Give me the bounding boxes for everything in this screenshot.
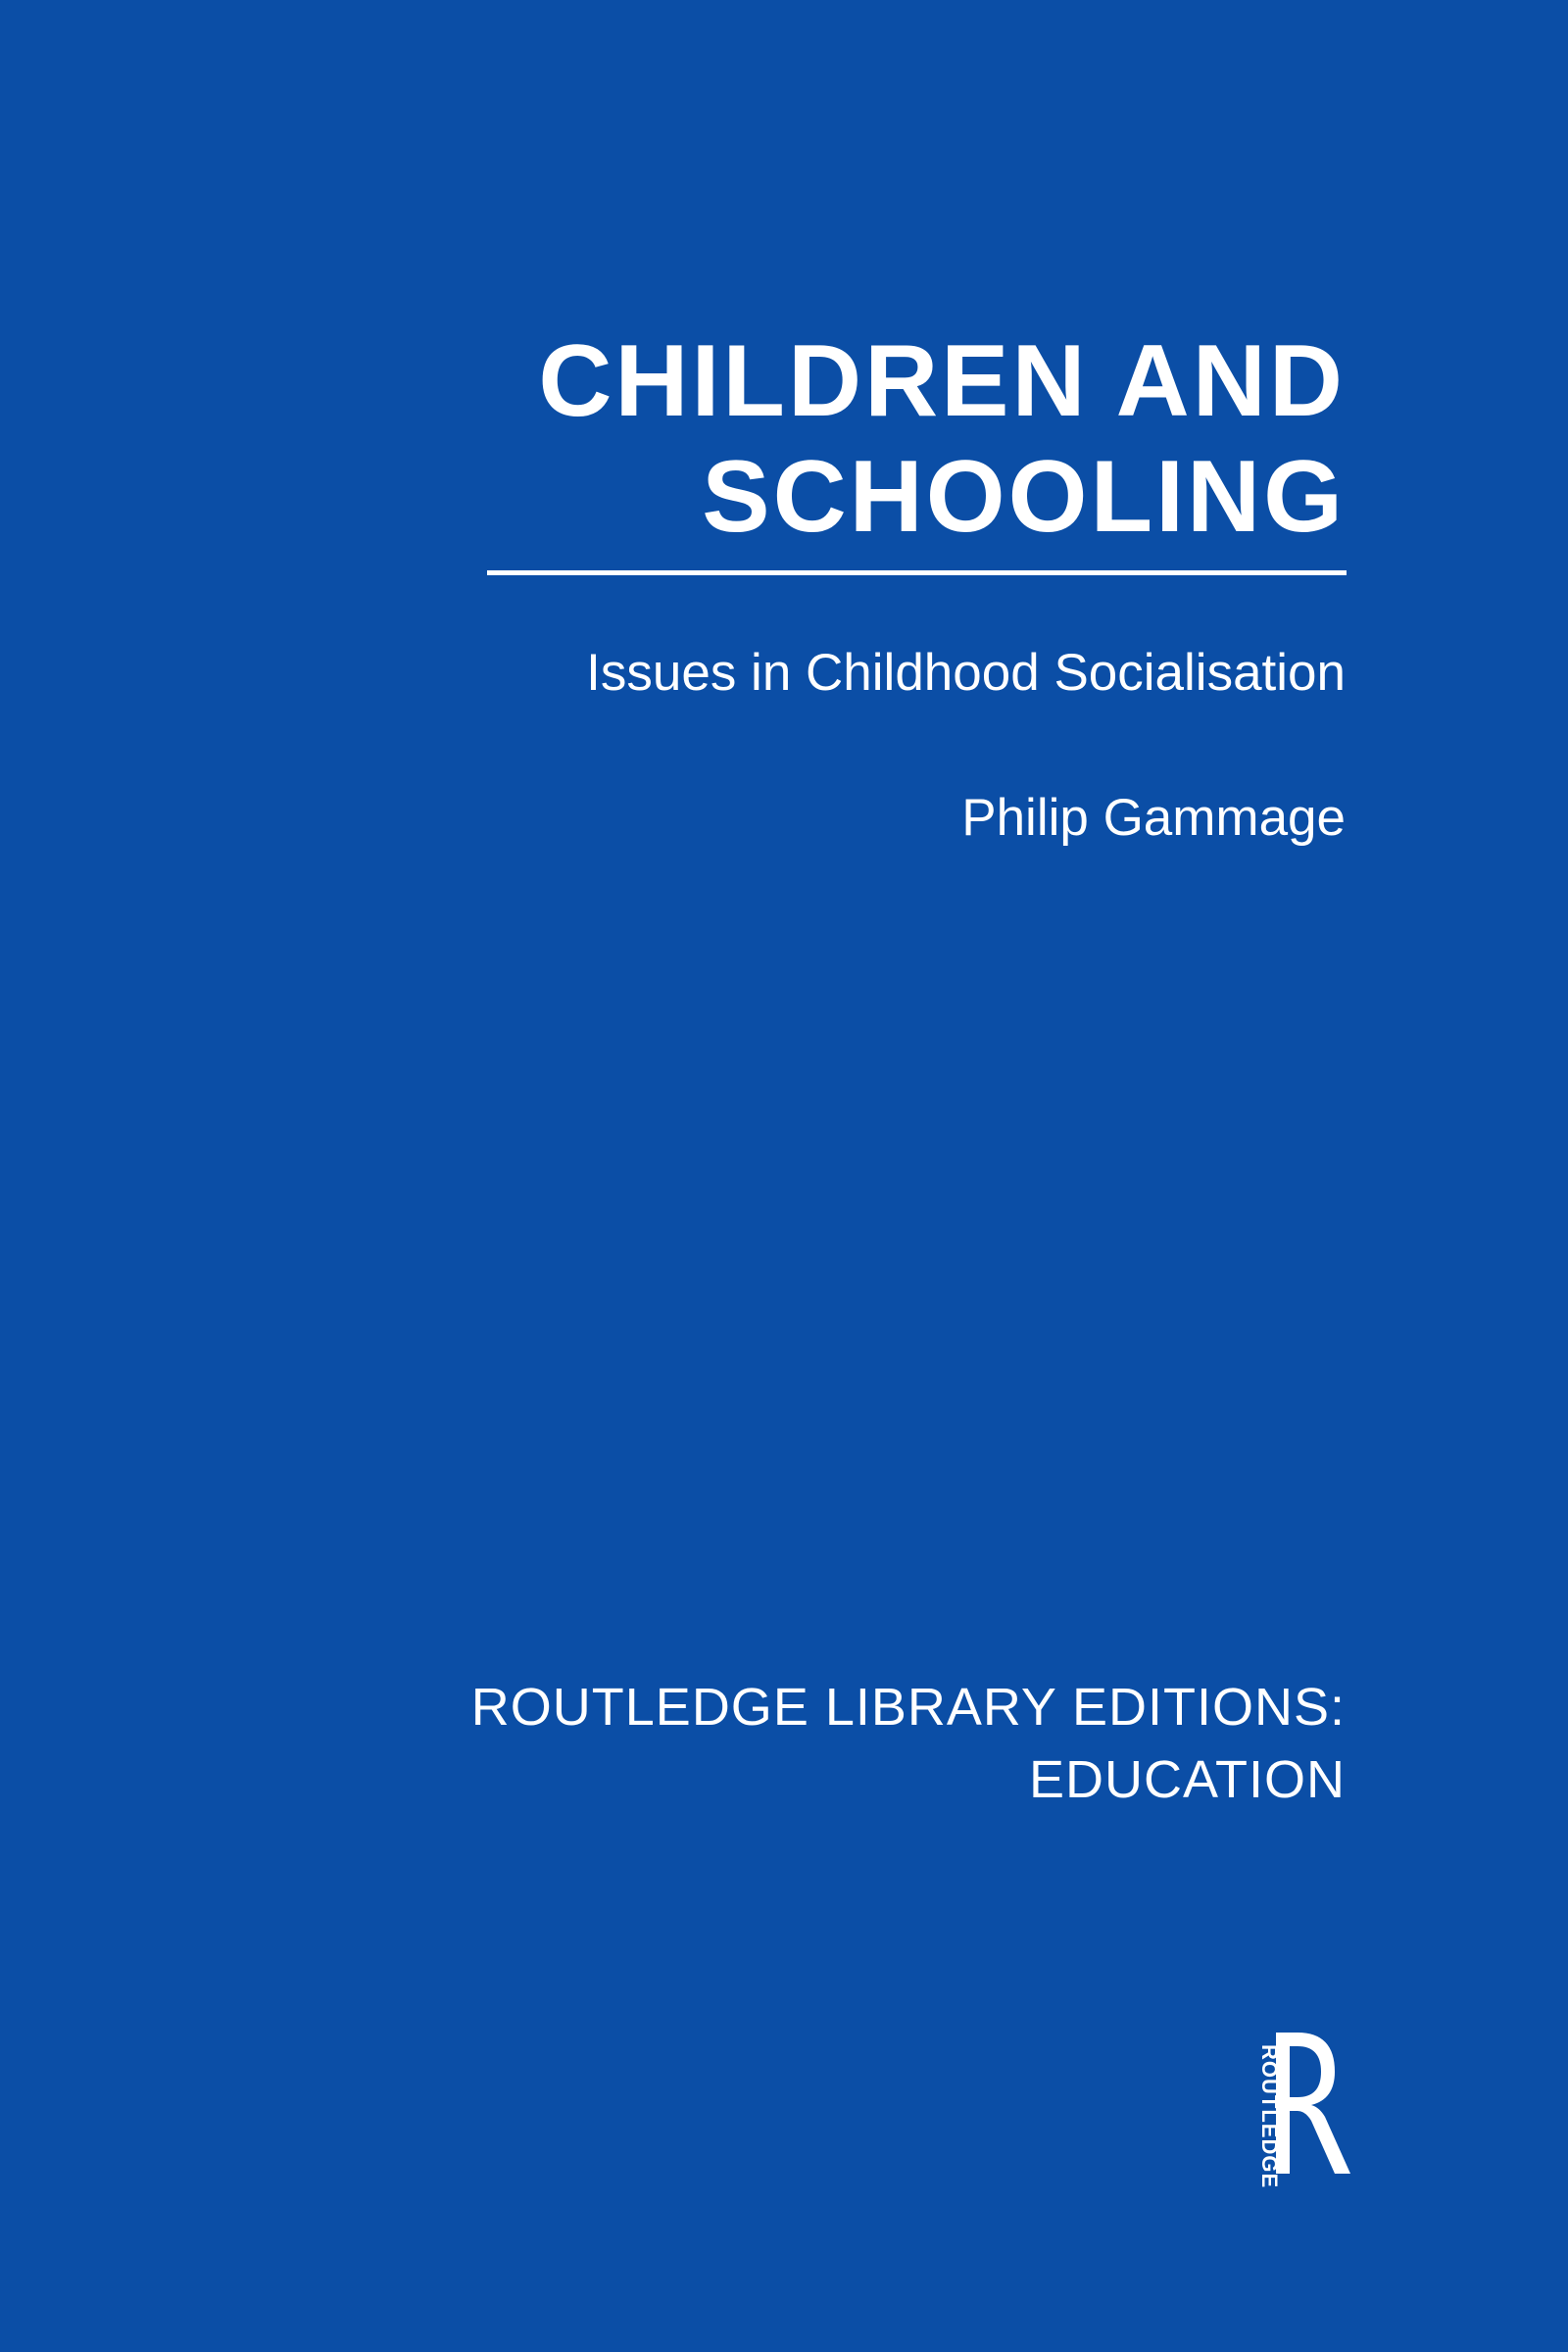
title-divider [487, 570, 1347, 575]
series-line-2: EDUCATION [1028, 1750, 1346, 1809]
routledge-logo-icon [1233, 2027, 1350, 2193]
title-line-2: SCHOOLING [702, 440, 1346, 554]
logo-text: ROUTLEDGE [1257, 2044, 1282, 2189]
book-subtitle: Issues in Childhood Socialisation [586, 644, 1346, 702]
book-title [464, 323, 1346, 555]
series-line-1: ROUTLEDGE LIBRARY EDITIONS: [470, 1678, 1346, 1737]
title-line-1: CHILDREN AND [538, 324, 1346, 438]
series-name [170, 1671, 1346, 1816]
book-author: Philip Gammage [961, 789, 1346, 847]
